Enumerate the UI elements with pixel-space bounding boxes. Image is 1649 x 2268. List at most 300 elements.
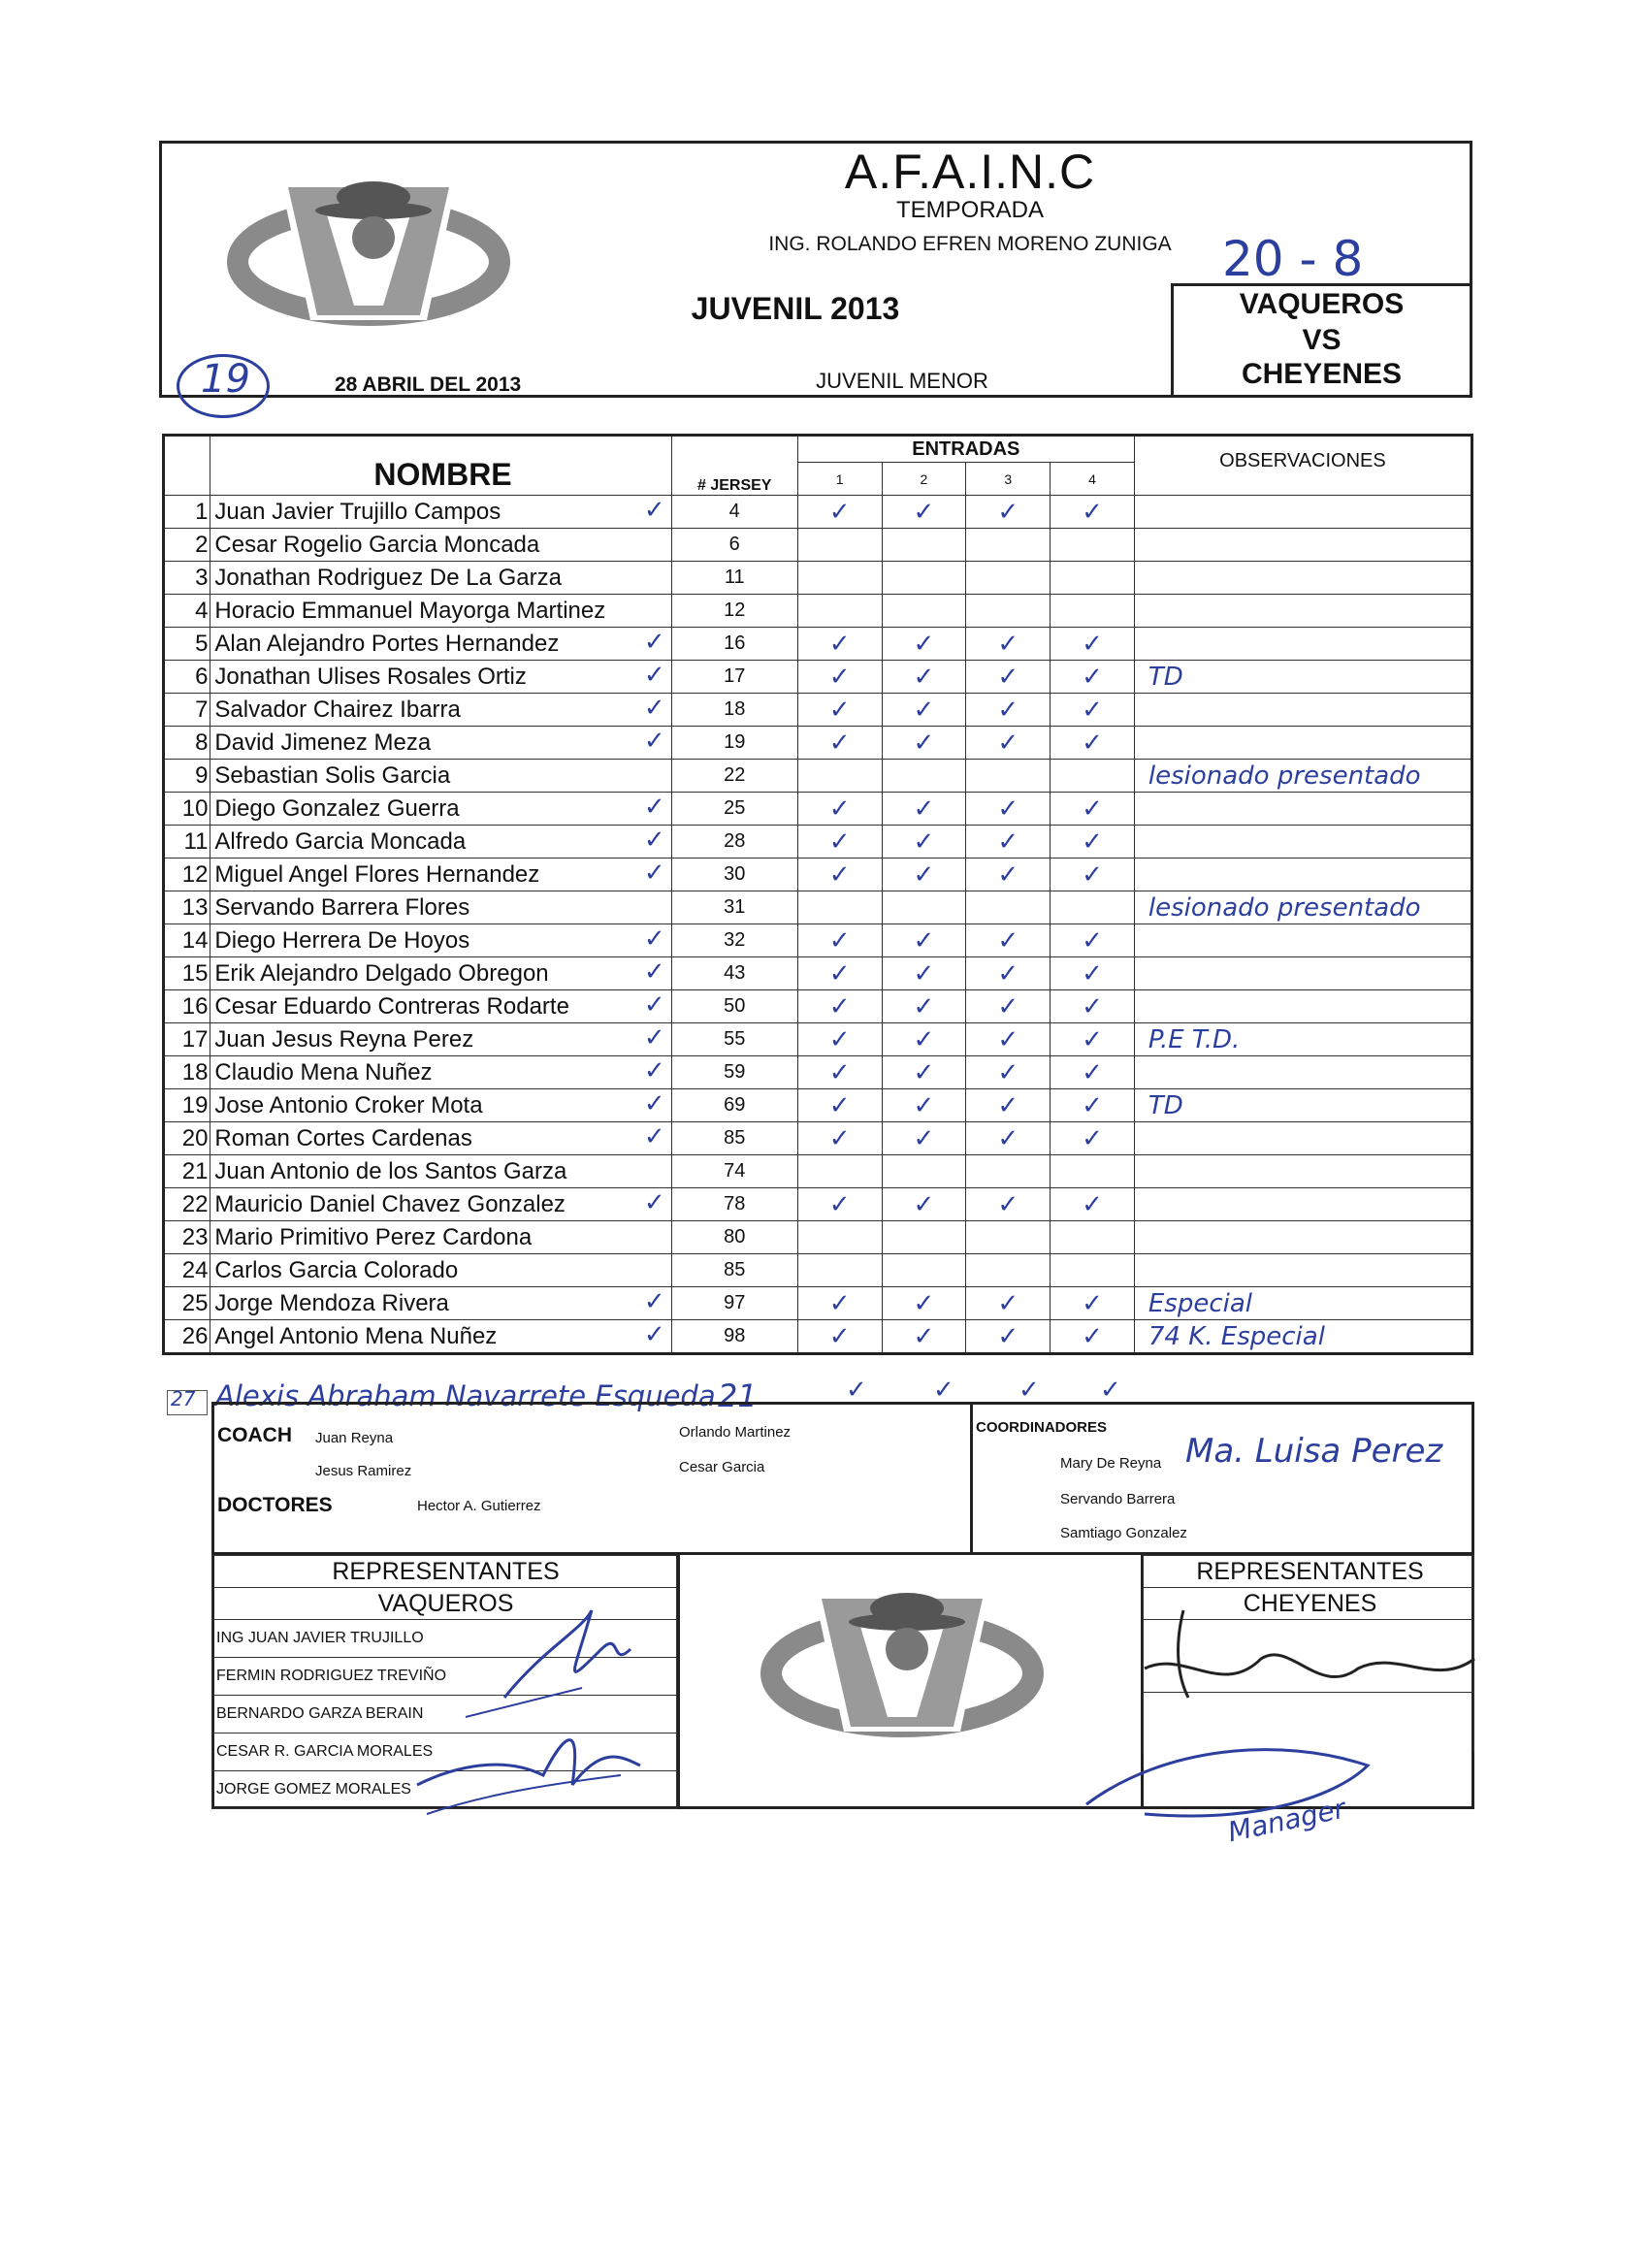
inning-3-cell [966, 562, 1051, 595]
jersey-number: 97 [671, 1287, 797, 1320]
jersey-number: 19 [671, 727, 797, 760]
inning-3-cell [966, 661, 1051, 694]
player-name-text: Cesar Eduardo Contreras Rodarte [214, 992, 569, 1020]
inning-1-header: 1 [797, 463, 882, 496]
inning-check-icon: ✓ [828, 826, 851, 857]
inning-check-icon: ✓ [828, 991, 851, 1021]
inning-3-cell [966, 1221, 1051, 1254]
inning-check-icon: ✓ [913, 1288, 935, 1318]
inning-3-cell [966, 924, 1051, 957]
observation-text: TD [1148, 1090, 1183, 1120]
observation [1134, 694, 1471, 727]
inning-1-cell [797, 1221, 882, 1254]
inning-check-icon: ✓ [913, 859, 935, 890]
inning-check-icon: ✓ [913, 826, 935, 857]
observation [1134, 661, 1471, 694]
inning-2-cell [882, 760, 966, 793]
player-name [210, 826, 671, 859]
observation [1134, 529, 1471, 562]
attendance-check-icon: ✓ [643, 793, 665, 822]
inning-check-icon: ✓ [828, 925, 851, 956]
observation-text [1135, 597, 1148, 626]
observation [1134, 760, 1471, 793]
row-number: 23 [164, 1221, 210, 1254]
inning-2-cell [882, 595, 966, 628]
attendance-check-icon: ✓ [643, 1122, 665, 1151]
player-name-text: Jonathan Rodriguez De La Garza [214, 564, 562, 591]
inning-2-cell [882, 727, 966, 760]
observation-text: lesionado presentado [1148, 892, 1421, 923]
jersey-number: 4 [671, 496, 797, 529]
coach-4: Cesar Garcia [679, 1459, 765, 1475]
inning-check-icon: ✓ [997, 925, 1019, 956]
player-name-text: Juan Jesus Reyna Perez [214, 1025, 474, 1053]
player-name [210, 1221, 671, 1254]
inning-3-cell [966, 1287, 1051, 1320]
vaqueros-logo [228, 170, 509, 335]
inning-check-icon: ✓ [1082, 1024, 1103, 1054]
observation [1134, 793, 1471, 826]
inning-check-icon: ✓ [1082, 1090, 1103, 1120]
extra-row-check-1: ✓ [846, 1376, 867, 1405]
inning-3-cell [966, 529, 1051, 562]
player-name-text: Carlos Garcia Colorado [214, 1256, 459, 1283]
attendance-check-icon: ✓ [643, 1056, 665, 1085]
inning-check-icon: ✓ [828, 1090, 851, 1120]
player-name [210, 529, 671, 562]
inning-2-cell [882, 628, 966, 661]
row-number: 21 [164, 1155, 210, 1188]
attendance-check-icon: ✓ [643, 826, 665, 855]
table-row [164, 1122, 1472, 1155]
row-number: 7 [164, 694, 210, 727]
player-name [210, 727, 671, 760]
inning-check-icon: ✓ [828, 794, 851, 824]
inning-check-icon: ✓ [997, 1090, 1019, 1120]
inning-check-icon: ✓ [913, 662, 935, 692]
inning-check-icon: ✓ [828, 728, 851, 758]
jersey-number: 12 [671, 595, 797, 628]
inning-2-cell [882, 924, 966, 957]
inning-check-icon: ✓ [1082, 826, 1103, 857]
jersey-number: 55 [671, 1023, 797, 1056]
attendance-check-icon: ✓ [643, 990, 665, 1020]
player-name-text: Jonathan Ulises Rosales Ortiz [214, 663, 527, 690]
observation [1134, 891, 1471, 924]
roster-body [164, 496, 1472, 1354]
player-name-text: Jose Antonio Croker Mota [214, 1091, 483, 1118]
inning-3-cell [966, 891, 1051, 924]
inning-check-icon: ✓ [1082, 497, 1103, 527]
inning-1-cell [797, 990, 882, 1023]
player-name [210, 562, 671, 595]
attendance-check-icon: ✓ [643, 924, 665, 954]
table-row [164, 1320, 1472, 1354]
inning-3-cell [966, 1089, 1051, 1122]
inning-3-cell [966, 990, 1051, 1023]
observation-text: TD [1148, 662, 1183, 692]
inning-check-icon: ✓ [828, 497, 851, 527]
inning-4-cell [1051, 595, 1135, 628]
table-row [164, 924, 1472, 957]
inning-check-icon: ✓ [997, 695, 1019, 725]
observation-text [1135, 630, 1148, 659]
jersey-number: 85 [671, 1122, 797, 1155]
inning-check-icon: ✓ [828, 1321, 851, 1351]
player-name-text: Salvador Chairez Ibarra [214, 696, 461, 723]
jersey-number: 25 [671, 793, 797, 826]
inning-2-cell [882, 1056, 966, 1089]
inning-4-cell [1051, 859, 1135, 891]
player-name-text: Diego Herrera De Hoyos [214, 926, 470, 954]
observation [1134, 727, 1471, 760]
table-row [164, 562, 1472, 595]
row-number: 3 [164, 562, 210, 595]
org-title: A.F.A.I.N.C [844, 145, 1096, 199]
extra-row-num: 27 [171, 1387, 196, 1410]
player-name [210, 1287, 671, 1320]
jersey-number: 98 [671, 1320, 797, 1354]
row-number: 1 [164, 496, 210, 529]
inning-4-cell [1051, 990, 1135, 1023]
team-away: CHEYENES [1241, 358, 1403, 390]
inning-1-cell [797, 529, 882, 562]
game-date: 28 ABRIL DEL 2013 [335, 373, 522, 396]
inning-3-cell [966, 760, 1051, 793]
inning-3-cell [966, 1122, 1051, 1155]
inning-1-cell [797, 661, 882, 694]
attendance-check-icon: ✓ [643, 1287, 665, 1316]
inning-2-cell [882, 1254, 966, 1287]
manager-handwritten: Manager [1224, 1792, 1348, 1849]
nombre-header: NOMBRE [210, 436, 671, 496]
observation [1134, 859, 1471, 891]
table-row [164, 661, 1472, 694]
jersey-number: 69 [671, 1089, 797, 1122]
table-row [164, 1188, 1472, 1221]
inning-check-icon: ✓ [1082, 1189, 1103, 1219]
extra-row-jersey: 21 [718, 1377, 758, 1414]
player-name [210, 990, 671, 1023]
inning-check-icon: ✓ [828, 695, 851, 725]
jersey-number: 59 [671, 1056, 797, 1089]
player-name [210, 1254, 671, 1287]
inning-4-cell [1051, 562, 1135, 595]
inning-4-cell [1051, 957, 1135, 990]
inning-check-icon: ✓ [828, 1057, 851, 1087]
observation [1134, 957, 1471, 990]
inning-check-icon: ✓ [997, 629, 1019, 659]
table-row [164, 957, 1472, 990]
inning-1-cell [797, 924, 882, 957]
inning-1-cell [797, 496, 882, 529]
player-name [210, 1089, 671, 1122]
player-name [210, 496, 671, 529]
player-name [210, 1122, 671, 1155]
inning-check-icon: ✓ [997, 1024, 1019, 1054]
inning-4-cell [1051, 1320, 1135, 1354]
inning-1-cell [797, 957, 882, 990]
row-number: 25 [164, 1287, 210, 1320]
inning-check-icon: ✓ [1082, 1057, 1103, 1087]
inning-4-cell [1051, 891, 1135, 924]
coordinator-2: Servando Barrera [1060, 1491, 1176, 1507]
observation [1134, 1254, 1471, 1287]
inning-2-cell [882, 496, 966, 529]
category-label: JUVENIL MENOR [816, 369, 988, 393]
signature-scribbles [0, 1591, 1649, 1882]
player-name-text: Mario Primitivo Perez Cardona [214, 1223, 533, 1250]
inning-2-cell [882, 1023, 966, 1056]
inning-1-cell [797, 694, 882, 727]
inning-1-cell [797, 1188, 882, 1221]
inning-check-icon: ✓ [913, 1189, 935, 1219]
inning-1-cell [797, 891, 882, 924]
inning-1-cell [797, 628, 882, 661]
doctors-label: DOCTORES [217, 1494, 333, 1516]
inning-2-cell [882, 1320, 966, 1354]
inning-check-icon: ✓ [997, 497, 1019, 527]
attendance-check-icon: ✓ [643, 628, 665, 657]
inning-2-cell [882, 1089, 966, 1122]
player-name-text: Angel Antonio Mena Nuñez [214, 1322, 498, 1349]
inning-check-icon: ✓ [913, 497, 935, 527]
table-row [164, 1089, 1472, 1122]
inning-1-cell [797, 1122, 882, 1155]
inning-1-cell [797, 859, 882, 891]
inning-3-cell [966, 826, 1051, 859]
attendance-check-icon: ✓ [643, 661, 665, 690]
roster-table [162, 434, 1473, 1355]
entradas-header: ENTRADAS [797, 436, 1134, 463]
observation-text [1135, 1124, 1148, 1153]
jersey-number: 22 [671, 760, 797, 793]
row-number: 24 [164, 1254, 210, 1287]
row-number: 17 [164, 1023, 210, 1056]
score: 20 - 8 [1222, 231, 1364, 287]
observation [1134, 1221, 1471, 1254]
observation-text [1135, 1190, 1148, 1219]
table-row [164, 1254, 1472, 1287]
jersey-number: 85 [671, 1254, 797, 1287]
inning-check-icon: ✓ [913, 728, 935, 758]
inning-1-cell [797, 1287, 882, 1320]
inning-check-icon: ✓ [997, 1288, 1019, 1318]
inning-2-cell [882, 661, 966, 694]
inning-check-icon: ✓ [828, 958, 851, 988]
observation [1134, 595, 1471, 628]
coach-label: COACH [217, 1424, 292, 1446]
inning-4-cell [1051, 1287, 1135, 1320]
observation [1134, 924, 1471, 957]
observation-text [1135, 959, 1148, 988]
table-row [164, 727, 1472, 760]
player-name-text: Miguel Angel Flores Hernandez [214, 860, 540, 888]
row-number: 13 [164, 891, 210, 924]
row-number: 20 [164, 1122, 210, 1155]
inning-2-cell [882, 891, 966, 924]
inning-check-icon: ✓ [913, 1321, 935, 1351]
inning-3-cell [966, 1188, 1051, 1221]
inning-check-icon: ✓ [1082, 1288, 1103, 1318]
inning-check-icon: ✓ [1082, 859, 1103, 890]
table-row [164, 496, 1472, 529]
player-name-text: Alfredo Garcia Moncada [214, 827, 467, 855]
inning-check-icon: ✓ [913, 1024, 935, 1054]
player-name-text: Sebastian Solis Garcia [214, 761, 451, 789]
inning-2-cell [882, 990, 966, 1023]
inning-2-cell [882, 859, 966, 891]
attendance-check-icon: ✓ [643, 859, 665, 888]
inning-4-cell [1051, 661, 1135, 694]
row-number: 10 [164, 793, 210, 826]
player-name [210, 957, 671, 990]
player-name-text: Juan Javier Trujillo Campos [214, 498, 501, 525]
inning-check-icon: ✓ [1082, 925, 1103, 956]
inning-check-icon: ✓ [1082, 1123, 1103, 1153]
observation-text [1135, 860, 1148, 890]
inning-3-cell [966, 1320, 1051, 1354]
jersey-number: 16 [671, 628, 797, 661]
jersey-number: 18 [671, 694, 797, 727]
inning-3-cell [966, 1056, 1051, 1089]
inning-1-cell [797, 1056, 882, 1089]
player-name [210, 694, 671, 727]
row-number: 16 [164, 990, 210, 1023]
jersey-number: 11 [671, 562, 797, 595]
row-number: 11 [164, 826, 210, 859]
inning-2-cell [882, 529, 966, 562]
observation [1134, 1155, 1471, 1188]
jersey-number: 30 [671, 859, 797, 891]
inning-4-cell [1051, 1023, 1135, 1056]
inning-check-icon: ✓ [997, 794, 1019, 824]
team-home: VAQUEROS [1239, 288, 1405, 320]
inning-1-cell [797, 1320, 882, 1354]
observation [1134, 1122, 1471, 1155]
inning-check-icon: ✓ [913, 1057, 935, 1087]
inning-check-icon: ✓ [1082, 958, 1103, 988]
player-name [210, 1056, 671, 1089]
inning-check-icon: ✓ [1082, 662, 1103, 692]
row-number: 22 [164, 1188, 210, 1221]
row-number: 18 [164, 1056, 210, 1089]
inning-check-icon: ✓ [997, 991, 1019, 1021]
inning-check-icon: ✓ [997, 958, 1019, 988]
coordinator-3: Samtiago Gonzalez [1060, 1525, 1187, 1541]
division-title: JUVENIL 2013 [691, 291, 900, 326]
player-name-text: Mauricio Daniel Chavez Gonzalez [214, 1190, 566, 1217]
extra-row-name: Alexis Abraham Navarrete Esqueda [215, 1379, 716, 1412]
staff-divider [970, 1402, 973, 1555]
observation-text [1135, 926, 1148, 956]
rep-home-3: BERNARDO GARZA BERAIN [212, 1696, 677, 1733]
inning-4-cell [1051, 1089, 1135, 1122]
table-row [164, 793, 1472, 826]
observation-text: Especial [1148, 1288, 1253, 1318]
table-row [164, 826, 1472, 859]
inning-check-icon: ✓ [828, 1024, 851, 1054]
inning-2-cell [882, 1155, 966, 1188]
inning-check-icon: ✓ [997, 1321, 1019, 1351]
player-name [210, 595, 671, 628]
player-name-text: Claudio Mena Nuñez [214, 1058, 433, 1085]
inning-1-cell [797, 1254, 882, 1287]
inning-3-cell [966, 595, 1051, 628]
reps-home-team: VAQUEROS [212, 1588, 677, 1620]
coach-2: Jesus Ramirez [315, 1463, 412, 1479]
rep-home-1: ING JUAN JAVIER TRUJILLO [212, 1620, 677, 1658]
table-row [164, 1023, 1472, 1056]
player-name [210, 859, 671, 891]
inning-3-cell [966, 1155, 1051, 1188]
inning-2-cell [882, 957, 966, 990]
player-name-text: Alan Alejandro Portes Hernandez [214, 630, 560, 657]
row-number: 9 [164, 760, 210, 793]
observation [1134, 1089, 1471, 1122]
inning-check-icon: ✓ [913, 629, 935, 659]
coordinator-1: Mary De Reyna [1060, 1455, 1162, 1472]
inning-3-cell [966, 1254, 1051, 1287]
inning-2-cell [882, 694, 966, 727]
inning-4-cell [1051, 496, 1135, 529]
inning-4-cell [1051, 529, 1135, 562]
inning-1-cell [797, 826, 882, 859]
game-number: 19 [201, 357, 250, 402]
observation [1134, 628, 1471, 661]
observation [1134, 496, 1471, 529]
inning-check-icon: ✓ [1082, 629, 1103, 659]
inning-4-cell [1051, 628, 1135, 661]
observation [1134, 1320, 1471, 1354]
inning-check-icon: ✓ [913, 794, 935, 824]
observation-text [1135, 992, 1148, 1021]
table-row [164, 694, 1472, 727]
player-name [210, 1320, 671, 1354]
player-name-text: Cesar Rogelio Garcia Moncada [214, 531, 540, 558]
inning-check-icon: ✓ [997, 826, 1019, 857]
inning-4-cell [1051, 793, 1135, 826]
observation-text: P.E T.D. [1148, 1024, 1241, 1054]
observation-text [1135, 1256, 1148, 1285]
player-name-text: Roman Cortes Cardenas [214, 1124, 472, 1151]
inning-2-cell [882, 1122, 966, 1155]
inning-1-cell [797, 595, 882, 628]
observation [1134, 990, 1471, 1023]
attendance-check-icon: ✓ [643, 957, 665, 987]
inning-3-cell [966, 694, 1051, 727]
season-label: TEMPORADA [895, 197, 1044, 223]
inning-4-cell [1051, 1122, 1135, 1155]
inning-3-cell [966, 1023, 1051, 1056]
inning-check-icon: ✓ [913, 925, 935, 956]
reps-away-label: REPRESENTANTES [1144, 1556, 1474, 1588]
inning-2-cell [882, 826, 966, 859]
inning-check-icon: ✓ [1082, 794, 1103, 824]
rep-home-2: FERMIN RODRIGUEZ TREVIÑO [212, 1658, 677, 1696]
inning-1-cell [797, 793, 882, 826]
coordinator-handwritten: Ma. Luisa Perez [1185, 1432, 1443, 1471]
inning-3-cell [966, 957, 1051, 990]
player-name-text: Servando Barrera Flores [214, 893, 470, 921]
inning-4-cell [1051, 826, 1135, 859]
attendance-check-icon: ✓ [643, 694, 665, 723]
inning-4-cell [1051, 924, 1135, 957]
observation-text [1135, 729, 1148, 758]
row-number: 12 [164, 859, 210, 891]
jersey-number: 28 [671, 826, 797, 859]
reps-away-team: CHEYENES [1144, 1588, 1474, 1620]
